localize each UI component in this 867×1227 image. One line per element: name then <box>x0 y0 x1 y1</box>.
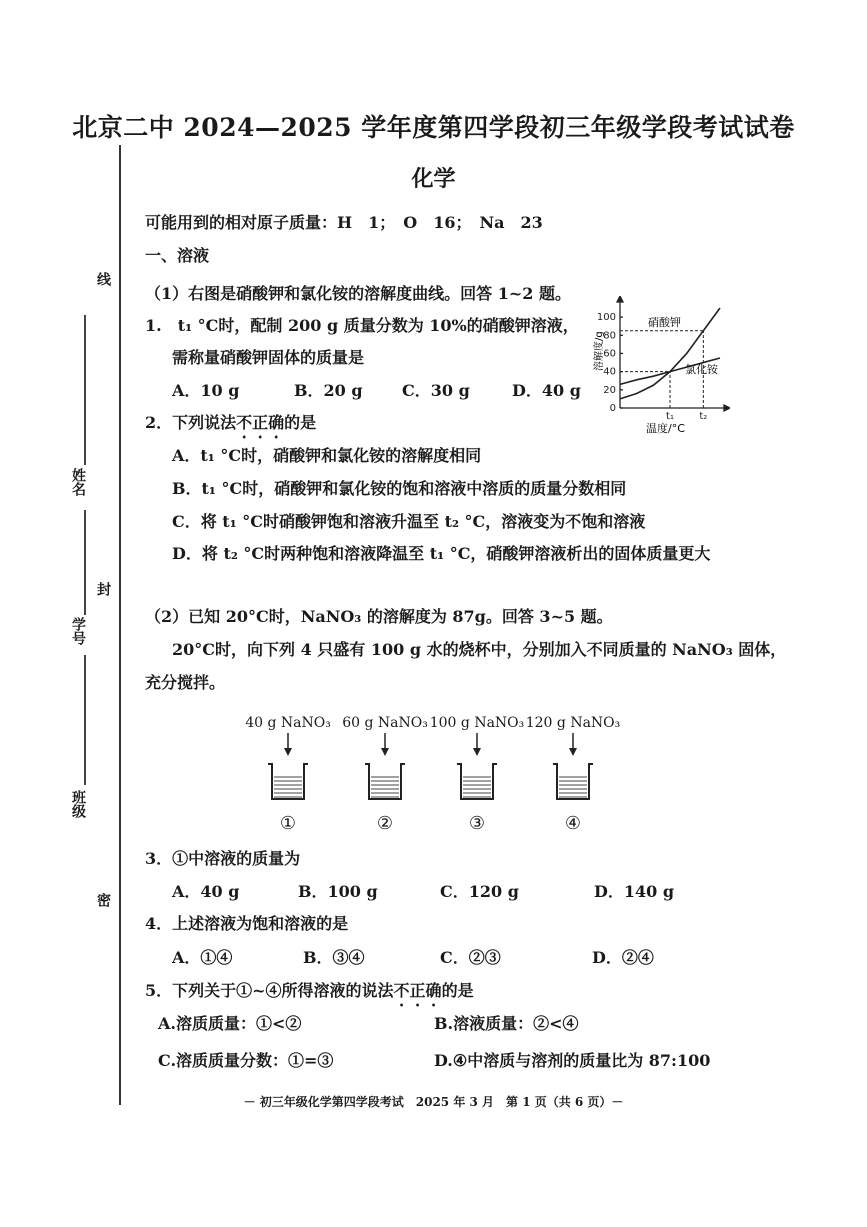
chart-y-tick-label: 100 <box>596 312 616 324</box>
page-footer: － 初三年级化学第四学段考试 2025 年 3 月 第 1 页（共 6 页）－ <box>243 1095 624 1109</box>
beaker-icon <box>355 731 415 801</box>
q1-option-d[interactable]: D．40 g <box>512 381 581 400</box>
beaker-item-4 <box>518 715 628 834</box>
q2-stem-prefix: 2．下列说法 <box>145 413 237 432</box>
q5-option-b[interactable]: B.溶液质量：②<④ <box>434 1014 579 1033</box>
q4-option-b[interactable]: B．③④ <box>303 948 365 967</box>
q2-option-a[interactable]: A．t₁ °C时，硝酸钾和氯化铵的溶解度相同 <box>172 446 482 465</box>
q2-stem-suffix: 的是 <box>284 413 317 432</box>
part2-desc-line2: 充分搅拌。 <box>145 673 226 692</box>
q5-option-d[interactable]: D.④中溶质与溶剂的质量比为 87:100 <box>434 1051 711 1070</box>
q5-stem <box>145 978 474 1010</box>
q1-option-c[interactable]: C．30 g <box>402 381 470 400</box>
chart-y-tick-label: 20 <box>603 384 616 396</box>
q4-option-d[interactable]: D．②④ <box>592 948 654 967</box>
chart-x-tick-label: t₂ <box>699 411 708 422</box>
q3-option-d[interactable]: D．140 g <box>594 882 675 901</box>
atomic-masses: 可能用到的相对原子质量：H 1； O 16； Na 23 <box>145 213 543 232</box>
legend-nh4cl: 氯化铵 <box>685 363 718 376</box>
section1-heading: 一、溶液 <box>145 246 210 265</box>
q1-option-a[interactable]: A．10 g <box>172 381 240 400</box>
q5-stem-prefix: 5．下列关于①~④所得溶液的说法 <box>145 981 394 1000</box>
chart-y-tick-label: 60 <box>603 348 616 360</box>
beaker-icon <box>258 731 318 801</box>
q3-option-b[interactable]: B．100 g <box>298 882 378 901</box>
chart-y-tick-label: 40 <box>603 366 616 378</box>
exam-title: 北京二中 2024—2025 学年度第四学段初三年级学段考试试卷 <box>72 113 795 142</box>
q5-stem-suffix: 的是 <box>441 981 474 1000</box>
subject-title: 化学 <box>411 166 456 192</box>
beaker-item-3 <box>422 715 532 834</box>
q2-option-b[interactable]: B．t₁ °C时，硝酸钾和氯化铵的饱和溶液中溶质的质量分数相同 <box>172 479 627 498</box>
q3-option-a[interactable]: A．40 g <box>172 882 240 901</box>
q2-option-d[interactable]: D．将 t₂ °C时两种饱和溶液降温至 t₁ °C，硝酸钾溶液析出的固体质量更大 <box>172 544 711 563</box>
q2-stem <box>145 410 316 442</box>
part2-desc-line1: 20°C时，向下列 4 只盛有 100 g 水的烧杯中，分别加入不同质量的 NaNO₃ 固体， <box>172 640 787 659</box>
q1-stem-line1: 1. t₁ °C时，配制 200 g 质量分数为 10%的硝酸钾溶液， <box>145 316 579 335</box>
name-blank[interactable] <box>84 315 86 465</box>
beaker-label-2: 60 g NaNO₃ <box>342 715 428 731</box>
student-no-blank[interactable] <box>84 510 86 615</box>
section1-intro: （1）右图是硝酸钾和氯化铵的溶解度曲线。回答 1~2 题。 <box>145 284 571 303</box>
q3-option-c[interactable]: C．120 g <box>440 882 519 901</box>
beaker-label-3: 100 g NaNO₃ <box>429 715 525 731</box>
q2-stem-emphasis: 不正确 <box>236 413 285 432</box>
solubility-chart <box>580 296 730 436</box>
student-no-label: 学号 <box>70 617 86 645</box>
q1-option-b[interactable]: B．20 g <box>294 381 363 400</box>
binding-margin-line <box>119 145 121 1105</box>
beaker-label-1: 40 g NaNO₃ <box>245 715 331 731</box>
beaker-number-3: ③ <box>468 813 486 834</box>
chart-x-arrow <box>724 405 730 411</box>
q4-stem: 4．上述溶液为饱和溶液的是 <box>145 914 349 933</box>
beaker-item-1 <box>233 715 343 834</box>
beaker-number-2: ② <box>376 813 394 834</box>
chart-y-arrow <box>617 296 623 302</box>
chart-y-tick-label: 80 <box>603 330 616 342</box>
q4-option-c[interactable]: C．②③ <box>440 948 501 967</box>
margin-secret-char: 密 <box>95 893 111 907</box>
chart-y-tick-label: 0 <box>609 403 616 414</box>
beaker-icon <box>447 731 507 801</box>
q1-stem-line2: 需称量硝酸钾固体的质量是 <box>172 348 365 367</box>
beaker-icon <box>543 731 603 801</box>
chart-xlabel: 温度/°C <box>646 422 685 435</box>
q3-stem: 3．①中溶液的质量为 <box>145 849 301 868</box>
class-blank[interactable] <box>84 655 86 785</box>
class-label: 班级 <box>70 790 86 818</box>
part2-intro: （2）已知 20°C时，NaNO₃ 的溶解度为 87g。回答 3~5 题。 <box>145 607 613 626</box>
legend-kno3: 硝酸钾 <box>648 316 681 329</box>
beaker-label-4: 120 g NaNO₃ <box>525 715 621 731</box>
beaker-number-1: ① <box>279 813 297 834</box>
q2-option-c[interactable]: C．将 t₁ °C时硝酸钾饱和溶液升温至 t₂ °C，溶液变为不饱和溶液 <box>172 512 646 531</box>
q5-stem-emphasis: 不正确 <box>393 981 442 1000</box>
margin-seal-char: 封 <box>95 582 111 596</box>
q5-option-c[interactable]: C.溶质质量分数：①=③ <box>158 1051 334 1070</box>
q5-option-a[interactable]: A.溶质质量：①<② <box>158 1014 302 1033</box>
beaker-number-4: ④ <box>564 813 582 834</box>
name-label: 姓名 <box>70 468 86 496</box>
margin-line-char: 线 <box>95 272 111 286</box>
chart-ylabel: 溶解度/g <box>594 331 605 371</box>
chart-x-tick-label: t₁ <box>666 411 674 422</box>
q4-option-a[interactable]: A．①④ <box>172 948 233 967</box>
